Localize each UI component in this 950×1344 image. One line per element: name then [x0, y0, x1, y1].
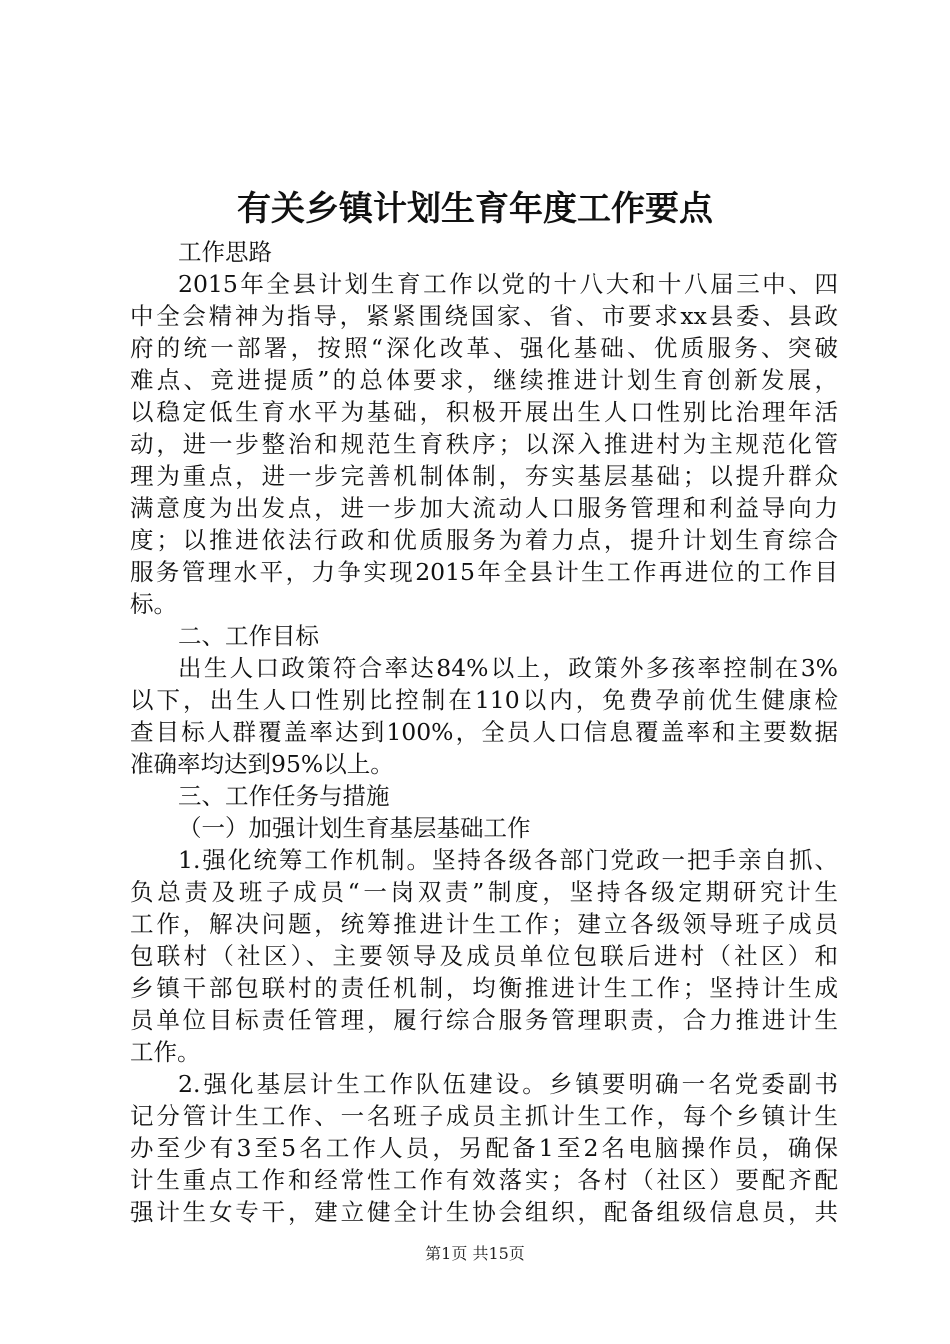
- body-line: 二、工作目标: [178, 622, 319, 650]
- body-line: 包联村（社区）、主要领导及成员单位包联后进村（社区）和: [130, 942, 838, 970]
- document-body: [130, 236, 838, 1228]
- body-line: 工作思路: [178, 238, 272, 266]
- page-footer: 第1页 共15页: [425, 1244, 525, 1263]
- body-line: 查目标人群覆盖率达到100%，全员人口信息覆盖率和主要数据: [130, 718, 838, 746]
- body-line: 负总责及班子成员“一岗双责”制度，坚持各级定期研究计生: [130, 878, 838, 906]
- body-line: 出生人口政策符合率达84%以上，政策外多孩率控制在3%: [178, 654, 838, 682]
- body-line: 员单位目标责任管理，履行综合服务管理职责，合力推进计生: [130, 1006, 838, 1034]
- body-line: 标。: [130, 590, 177, 618]
- body-line: （一）加强计划生育基层基础工作: [178, 814, 531, 842]
- body-line: 乡镇干部包联村的责任机制，均衡推进计生工作；坚持计生成: [130, 974, 838, 1002]
- body-line: 计生重点工作和经常性工作有效落实；各村（社区）要配齐配: [130, 1166, 838, 1194]
- body-line: 工作。: [130, 1038, 201, 1066]
- body-line: 1.强化统筹工作机制。坚持各级各部门党政一把手亲自抓、: [178, 846, 838, 874]
- body-line: 工作，解决问题，统筹推进计生工作；建立各级领导班子成员: [130, 910, 838, 938]
- body-line: 府的统一部署，按照“深化改革、强化基础、优质服务、突破: [130, 334, 838, 362]
- body-line: 以稳定低生育水平为基础，积极开展出生人口性别比治理年活: [130, 398, 838, 426]
- body-line: 以下，出生人口性别比控制在110以内，免费孕前优生健康检: [130, 686, 838, 714]
- body-line: 理为重点，进一步完善机制体制，夯实基层基础；以提升群众: [130, 462, 838, 490]
- document-title: 有关乡镇计划生育年度工作要点: [237, 189, 713, 229]
- body-line: 准确率均达到95%以上。: [130, 750, 394, 778]
- body-line: 记分管计生工作、一名班子成员主抓计生工作，每个乡镇计生: [130, 1102, 838, 1130]
- body-line: 度；以推进依法行政和优质服务为着力点，提升计划生育综合: [130, 526, 838, 554]
- body-line: 动，进一步整治和规范生育秩序；以深入推进村为主规范化管: [130, 430, 838, 458]
- body-line: 办至少有3至5名工作人员，另配备1至2名电脑操作员，确保: [130, 1134, 838, 1162]
- body-line: 中全会精神为指导，紧紧围绕国家、省、市要求xx县委、县政: [130, 302, 838, 330]
- body-line: 2.强化基层计生工作队伍建设。乡镇要明确一名党委副书: [178, 1070, 838, 1098]
- body-line: 三、工作任务与措施: [178, 782, 390, 810]
- body-line: 满意度为出发点，进一步加大流动人口服务管理和利益导向力: [130, 494, 838, 522]
- body-line: 服务管理水平，力争实现2015年全县计生工作再进位的工作目: [130, 558, 838, 586]
- body-line: 2015年全县计划生育工作以党的十八大和十八届三中、四: [178, 270, 838, 298]
- body-line: 强计生女专干，建立健全计生协会组织，配备组级信息员，共: [130, 1198, 838, 1226]
- body-line: 难点、竞进提质”的总体要求，继续推进计划生育创新发展，: [130, 366, 838, 394]
